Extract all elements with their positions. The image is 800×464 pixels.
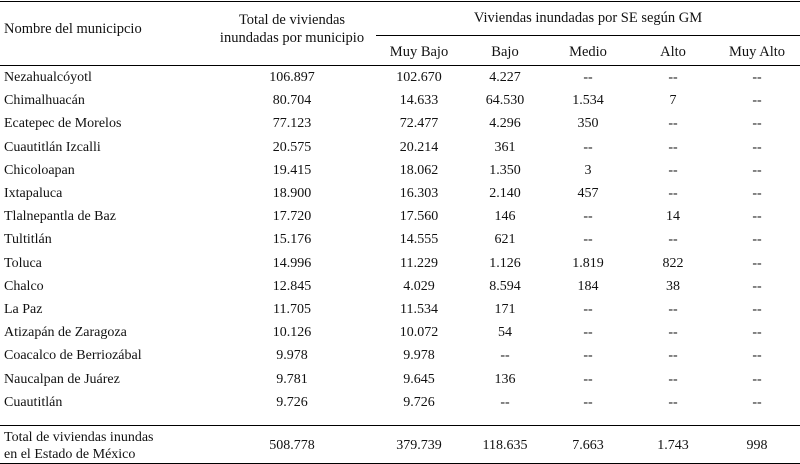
total-cell: 20.575 [272, 140, 312, 155]
alto-cell: -- [668, 302, 678, 317]
totals-muy-bajo: 379.739 [396, 438, 442, 453]
total-cell: 15.176 [272, 232, 312, 247]
bajo-cell: 361 [494, 140, 516, 155]
bajo-cell: 146 [494, 209, 516, 224]
muy-bajo-cell: 102.670 [396, 70, 442, 85]
bajo-cell: 2.140 [489, 186, 521, 201]
muy-bajo-cell: 11.534 [400, 302, 438, 317]
group-rule [376, 35, 800, 36]
muy-bajo-cell: 17.560 [399, 209, 439, 224]
total-cell: 10.126 [272, 325, 312, 340]
total-cell: 11.705 [273, 302, 311, 317]
municipio-name: Naucalpan de Juárez [4, 372, 120, 387]
col-header-muy-bajo: Muy Bajo [389, 44, 449, 60]
muy-alto-cell: -- [752, 279, 762, 294]
muy-bajo-cell: 72.477 [399, 116, 439, 131]
muy-bajo-cell: 14.555 [399, 232, 439, 247]
bajo-cell: 4.227 [489, 70, 521, 85]
muy-alto-cell: -- [752, 325, 762, 340]
muy-bajo-cell: 4.029 [403, 279, 435, 294]
col-header-alto: Alto [660, 44, 686, 60]
muy-alto-cell: -- [752, 93, 762, 108]
bajo-cell: 64.530 [485, 93, 525, 108]
alto-cell: 822 [662, 256, 684, 271]
municipio-header: Nombre del municipcio [4, 21, 142, 37]
muy-alto-cell: -- [752, 395, 762, 410]
muy-bajo-cell: 18.062 [399, 163, 439, 178]
muy-bajo-cell: 9.978 [403, 348, 435, 363]
municipio-name: Ecatepec de Morelos [4, 116, 122, 131]
total-cell: 9.781 [276, 372, 308, 387]
bajo-cell: -- [500, 348, 510, 363]
municipio-name: Ixtapaluca [4, 186, 63, 201]
muy-bajo-cell: 10.072 [399, 325, 439, 340]
medio-cell: 1.819 [572, 256, 604, 271]
medio-cell: 350 [577, 116, 599, 131]
muy-bajo-cell: 11.229 [400, 256, 438, 271]
municipio-name: Toluca [4, 256, 42, 271]
bajo-cell: 1.126 [489, 256, 521, 271]
totals-alto: 1.743 [657, 438, 689, 453]
muy-alto-cell: -- [752, 209, 762, 224]
total-cell: 12.845 [272, 279, 312, 294]
alto-cell: 7 [669, 93, 677, 108]
muy-alto-cell: -- [752, 302, 762, 317]
total-cell: 106.897 [269, 70, 315, 85]
bajo-cell: 621 [494, 232, 516, 247]
totals-muy-alto: 998 [746, 438, 768, 453]
municipio-name: Chimalhuacán [4, 93, 85, 108]
municipio-name: Chicoloapan [4, 163, 75, 178]
medio-cell: -- [583, 348, 593, 363]
muy-alto-cell: -- [752, 186, 762, 201]
medio-cell: -- [583, 232, 593, 247]
total-cell: 17.720 [272, 209, 312, 224]
municipio-name: Coacalco de Berriozábal [4, 348, 142, 363]
alto-cell: 14 [666, 209, 680, 224]
medio-cell: 457 [577, 186, 599, 201]
municipio-name: Cuautitlán [4, 395, 63, 410]
alto-cell: -- [668, 372, 678, 387]
alto-cell: -- [668, 140, 678, 155]
bajo-cell: 8.594 [489, 279, 521, 294]
alto-cell: 38 [666, 279, 680, 294]
municipio-name: Cuautitlán Izcalli [4, 140, 101, 155]
alto-cell: -- [668, 186, 678, 201]
col-header-bajo: Bajo [491, 44, 519, 60]
medio-cell: -- [583, 209, 593, 224]
total-cell: 19.415 [272, 163, 312, 178]
municipio-name: Nezahualcóyotl [4, 70, 92, 85]
totals-total: 508.778 [269, 438, 315, 453]
total-cell: 80.704 [272, 93, 312, 108]
muy-alto-cell: -- [752, 140, 762, 155]
bajo-cell: 136 [494, 372, 516, 387]
medio-cell: -- [583, 140, 593, 155]
totals-rule [0, 425, 800, 426]
alto-cell: -- [668, 325, 678, 340]
municipio-name: Chalco [4, 279, 44, 294]
muy-bajo-cell: 20.214 [399, 140, 439, 155]
alto-cell: -- [668, 395, 678, 410]
totals-label-line1: Total de viviendas inundas [4, 430, 154, 445]
col-header-muy-alto: Muy Alto [729, 44, 785, 60]
muy-alto-cell: -- [752, 116, 762, 131]
muy-alto-cell: -- [752, 232, 762, 247]
top-rule [0, 1, 800, 2]
bajo-cell: 1.350 [489, 163, 521, 178]
totals-bajo: 118.635 [482, 438, 528, 453]
col-header-medio: Medio [569, 44, 607, 60]
total-header-line1: Total de viviendas [238, 12, 346, 28]
bajo-cell: -- [500, 395, 510, 410]
total-cell: 9.978 [276, 348, 308, 363]
total-cell: 77.123 [272, 116, 312, 131]
muy-alto-cell: -- [752, 372, 762, 387]
alto-cell: -- [668, 348, 678, 363]
muy-bajo-cell: 9.645 [403, 372, 435, 387]
medio-cell: -- [583, 395, 593, 410]
medio-cell: 3 [584, 163, 592, 178]
municipio-name: Atizapán de Zaragoza [4, 325, 127, 340]
medio-cell: -- [583, 70, 593, 85]
muy-alto-cell: -- [752, 70, 762, 85]
total-header-line2: inundadas por municipio [219, 30, 365, 46]
medio-cell: -- [583, 372, 593, 387]
bajo-cell: 54 [498, 325, 512, 340]
header-rule [0, 65, 800, 66]
totals-label-line2: en el Estado de México [4, 447, 136, 462]
muy-alto-cell: -- [752, 163, 762, 178]
municipio-name: La Paz [4, 302, 43, 317]
bajo-cell: 171 [494, 302, 516, 317]
municipio-name: Tlalnepantla de Baz [4, 209, 116, 224]
medio-cell: -- [583, 302, 593, 317]
alto-cell: -- [668, 116, 678, 131]
medio-cell: -- [583, 325, 593, 340]
alto-cell: -- [668, 163, 678, 178]
medio-cell: 1.534 [572, 93, 604, 108]
total-cell: 14.996 [272, 256, 312, 271]
muy-alto-cell: -- [752, 348, 762, 363]
municipio-name: Tultitlán [4, 232, 52, 247]
muy-bajo-cell: 9.726 [403, 395, 435, 410]
group-header: Viviendas inundadas por SE según GM [473, 10, 703, 26]
muy-bajo-cell: 16.303 [399, 186, 439, 201]
muy-bajo-cell: 14.633 [399, 93, 439, 108]
total-cell: 18.900 [272, 186, 312, 201]
muy-alto-cell: -- [752, 256, 762, 271]
alto-cell: -- [668, 70, 678, 85]
totals-medio: 7.663 [572, 438, 604, 453]
medio-cell: 184 [577, 279, 599, 294]
alto-cell: -- [668, 232, 678, 247]
bajo-cell: 4.296 [489, 116, 521, 131]
total-cell: 9.726 [276, 395, 308, 410]
